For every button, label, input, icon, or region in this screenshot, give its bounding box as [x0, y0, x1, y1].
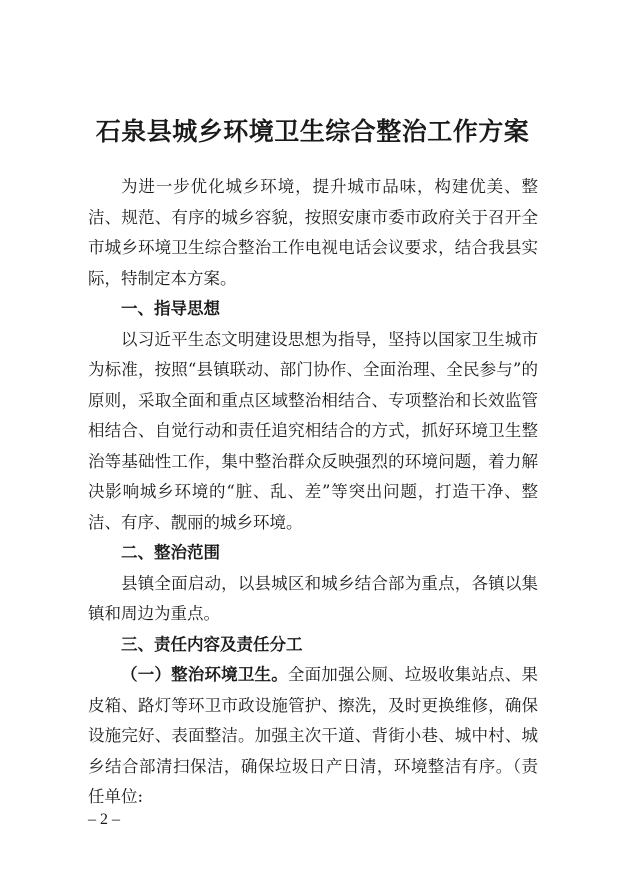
scope-paragraph: 县镇全面启动，以县城区和城乡结合部为重点，各镇以集镇和周边为重点。 [88, 573, 538, 623]
section-heading-responsibilities: 三、责任内容及责任分工 [121, 634, 303, 654]
page-number: – 2 – [88, 811, 120, 828]
document-title: 石泉县城乡环境卫生综合整治工作方案 [95, 117, 530, 146]
item-environment-sanitation [88, 660, 538, 813]
intro-paragraph: 为进一步优化城乡环境，提升城市品味，构建优美、整洁、规范、有序的城乡容貌，按照安康市委市政府关于召开全市城乡环境卫生综合整治工作电视电话会议要求，结合我县实际，特制定本方案。 [88, 177, 538, 288]
item-lead-text: （一）整治环境卫生。 [121, 665, 288, 684]
section-heading-guiding-ideology: 一、指导思想 [121, 299, 220, 318]
item-body-text: 全面加强公厕、垃圾收集站点、果皮箱、路灯等环卫市政设施管护、擦洗，及时更换维修，确保设施完好、表面整洁。加强主次干道、背街小巷、城中村、城乡结合部清扫保洁，确保垃圾日产日清，环境整洁有序。（责任单位: [88, 665, 538, 806]
document-body [88, 172, 538, 813]
guiding-ideology-paragraph: 以习近平生态文明建设思想为指导，坚持以国家卫生城市为标准，按照“县镇联动、部门协作、全面治理、全民参与”的原则，采取全面和重点区域整治相结合、专项整治和长效监管相结合、自觉行动和责任追究相结合的方式，抓好环境卫生整治等基础性工作，集中整治群众反映强烈的环境问题，着力解决影响城乡环境的“脏、乱、差”等突出问题，打造干净、整洁、有序、靓丽的城乡环境。 [88, 329, 538, 532]
section-heading-scope: 二、整治范围 [121, 543, 220, 562]
